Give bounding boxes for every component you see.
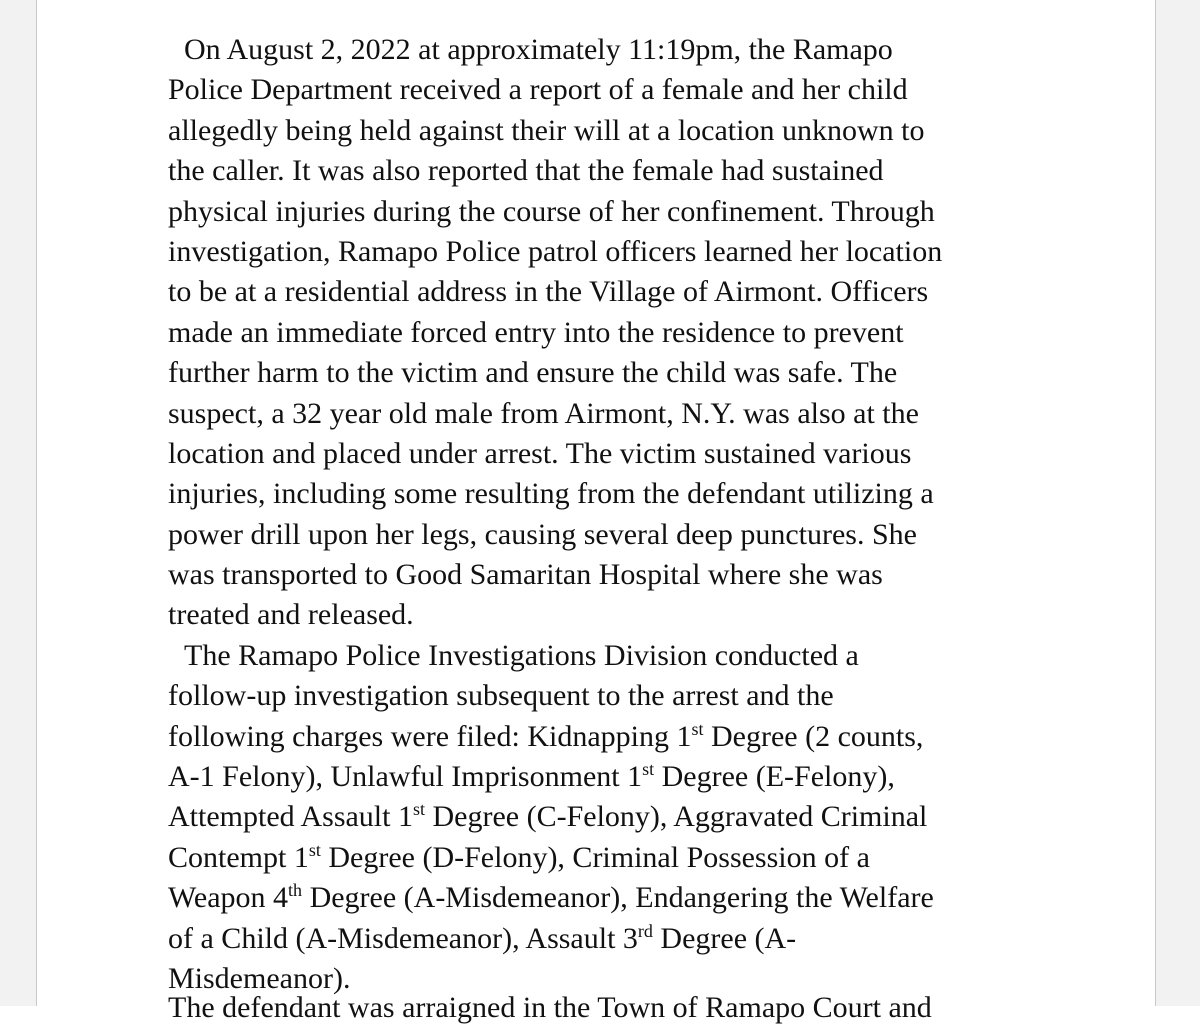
paragraph-2-line bbox=[168, 757, 1038, 797]
paragraph-2-line bbox=[168, 797, 1038, 837]
line-text: Degree (C-Felony), Aggravated Criminal bbox=[425, 800, 928, 834]
left-page-edge bbox=[0, 0, 37, 1006]
paragraph-1-line: made an immediate forced entry into the residence to prevent bbox=[168, 315, 904, 349]
line-text: Degree (A- bbox=[652, 921, 797, 955]
paragraph-2-line: The Ramapo Police Investigations Division conducted a bbox=[184, 638, 859, 672]
line-text: Degree (2 counts, bbox=[703, 719, 924, 753]
right-page-edge bbox=[1155, 0, 1200, 1006]
paragraph-2-line bbox=[168, 878, 1038, 918]
line-text: Contempt 1 bbox=[168, 840, 309, 874]
paragraph-2-line: Misdemeanor). bbox=[168, 961, 351, 995]
ordinal-suffix: st bbox=[412, 799, 425, 820]
line-text: Weapon 4 bbox=[168, 881, 289, 915]
line-text: Attempted Assault 1 bbox=[168, 800, 413, 834]
ordinal-suffix: st bbox=[642, 759, 655, 780]
paragraph-1-line: suspect, a 32 year old male from Airmont, N.Y. was also at the bbox=[168, 396, 919, 430]
paragraph-1-line: further harm to the victim and ensure the child was safe. The bbox=[168, 356, 898, 390]
paragraph-1-line: injuries, including some resulting from the defendant utilizing a bbox=[168, 477, 934, 511]
line-text: Degree (D-Felony), Criminal Possession of a bbox=[320, 840, 870, 874]
paragraph-1-line: On August 2, 2022 at approximately 11:19pm, the Ramapo bbox=[184, 33, 893, 66]
ordinal-suffix: st bbox=[691, 718, 704, 739]
paragraph-2-line: follow-up investigation subsequent to the arrest and the bbox=[168, 679, 834, 713]
paragraph-1-line: treated and released. bbox=[168, 598, 414, 632]
line-text: Degree (E-Felony), bbox=[654, 760, 895, 794]
paragraph-1-line: power drill upon her legs, causing several deep punctures. She bbox=[168, 517, 917, 551]
line-text: following charges were filed: Kidnapping 1 bbox=[168, 719, 692, 753]
press-release-body bbox=[168, 30, 1038, 999]
cut-off-next-paragraph: The defendant was arraigned in the Town of Ramapo Court and bbox=[168, 991, 932, 1024]
line-text: Degree (A-Misdemeanor), Endangering the Welfare bbox=[302, 881, 934, 915]
ordinal-suffix: rd bbox=[637, 920, 653, 941]
line-text: of a Child (A-Misdemeanor), Assault 3 bbox=[168, 921, 638, 955]
ordinal-suffix: th bbox=[288, 880, 303, 901]
ordinal-suffix: st bbox=[308, 839, 321, 860]
paragraph-1-line: the caller. It was also reported that the female had sustained bbox=[168, 154, 884, 188]
paragraph-2-line bbox=[168, 717, 1038, 757]
paragraph-2-line bbox=[168, 838, 1038, 878]
paragraph-1-line: investigation, Ramapo Police patrol officers learned her location bbox=[168, 234, 943, 268]
paragraph-1-line: physical injuries during the course of her confinement. Through bbox=[168, 194, 935, 228]
paragraph-1-line: to be at a residential address in the Village of Airmont. Officers bbox=[168, 275, 929, 309]
paragraph-1-line: location and placed under arrest. The victim sustained various bbox=[168, 436, 912, 470]
paragraph-1-line: allegedly being held against their will at a location unknown to bbox=[168, 113, 925, 147]
paragraph-1-line: was transported to Good Samaritan Hospital where she was bbox=[168, 558, 883, 592]
line-text: A-1 Felony), Unlawful Imprisonment 1 bbox=[168, 760, 643, 794]
paragraph-1-line: Police Department received a report of a female and her child bbox=[168, 73, 908, 107]
paragraph-2-line bbox=[168, 919, 1038, 959]
